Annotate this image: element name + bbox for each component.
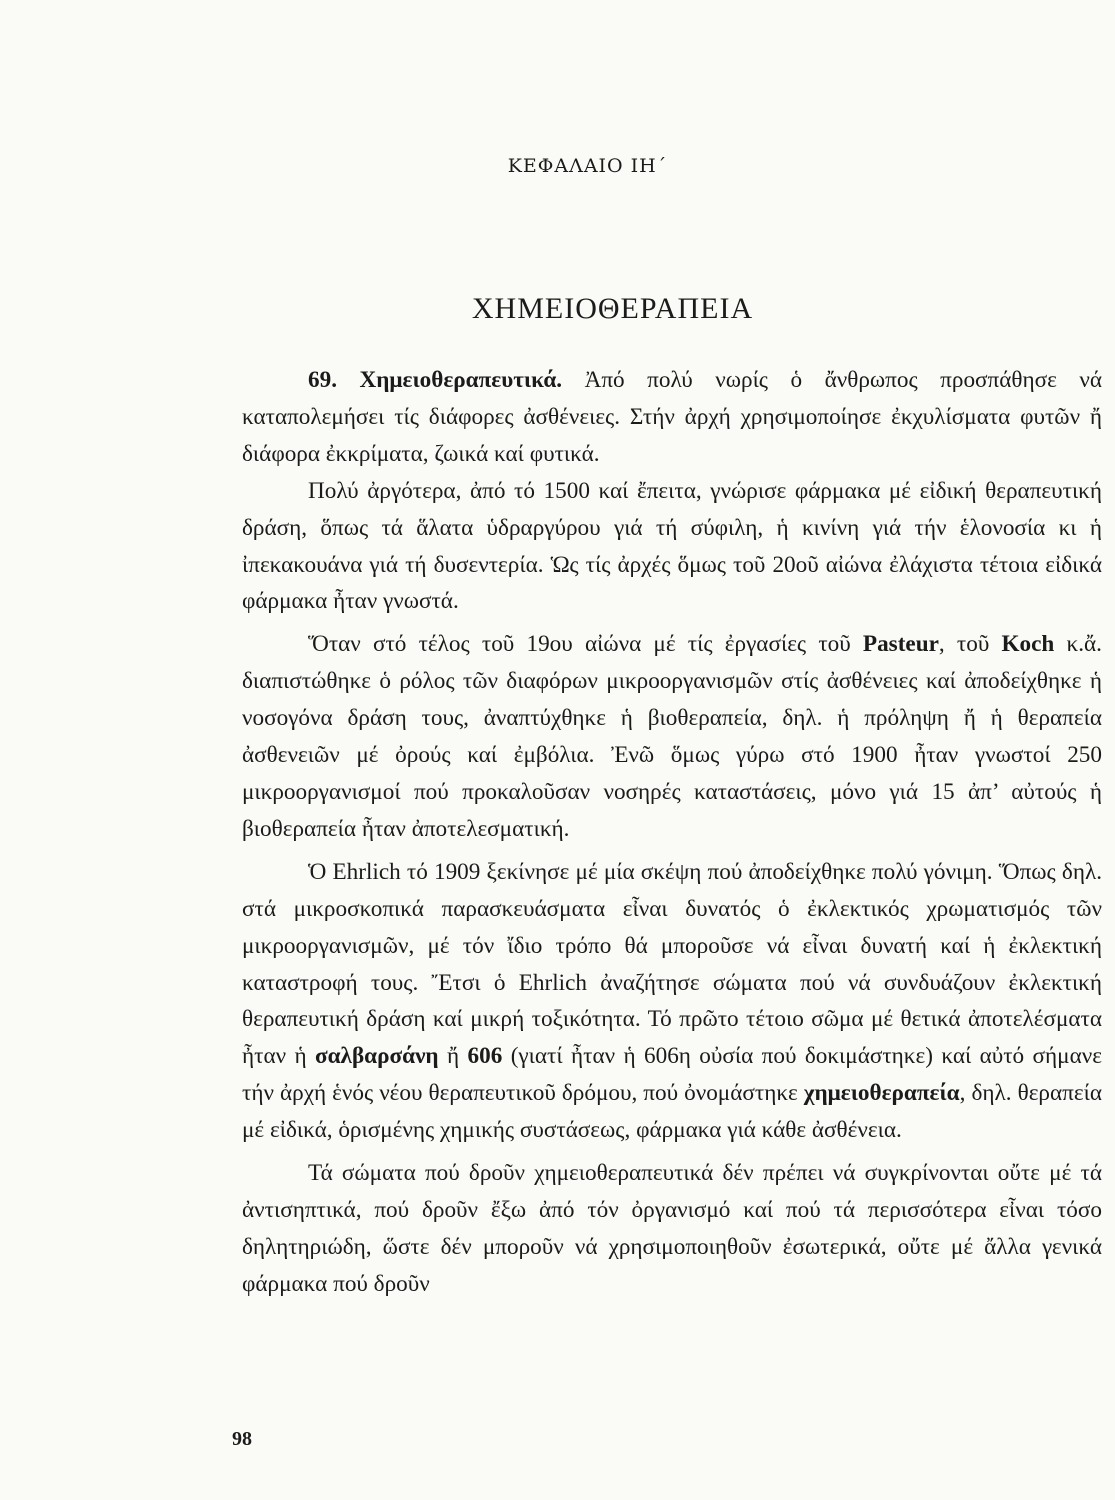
paragraph-4-text-b: ἤ — [438, 1043, 468, 1070]
paragraph-3-text-c: κ.ἄ. διαπιστώθηκε ὁ ρόλος τῶν διαφόρων μικροοργανισμῶν στίς ἀσθένειες καί ἀποδείχθηκε ἡ νοσογόνα δράση τους, ἀναπτύχθηκε ἡ βιοθεραπεία, δηλ. ἡ πρόληψη ἤ ἡ θεραπεία ἀσθενειῶν μέ ὀρούς καί ἐμβόλια. Ἐνῶ ὅμως γύρω στό 1900 ἦταν γνωστοί 250 μικροοργανισμοί πού προκαλοῦσαν νοσηρές καταστάσεις, μόνο γιά 15 ἀπ’ αὐτούς ἡ βιοθεραπεία ἦταν ἀποτελεσματική. — [242, 631, 1102, 842]
paragraph-3-text-a: Ὅταν στό τέλος τοῦ 19ου αἰώνα μέ τίς ἐργασίες τοῦ — [308, 631, 863, 658]
section-number-title: 69. Χημειοθεραπευτικά. — [308, 367, 563, 393]
paragraph-4-text-a: Ὁ Ehrlich τό 1909 ξεκίνησε μέ μία σκέψη πού ἀποδείχθηκε πολύ γόνιμη. Ὅπως δηλ. στά μικροσκοπικά παρασκευάσματα εἶναι δυνατός ὁ ἐκλεκτικός χρωματισμός τῶν μικροοργανισμῶν, μέ τόν ἴδιο τρόπο θά μποροῦσε νά εἶναι δυνατή καί ἡ ἐκλεκτική καταστροφή τους. Ἔτσι ὁ Ehrlich ἀναζήτησε σώματα πού νά συνδυάζουν ἐκλεκτική θεραπευτική δράση καί μικρή τοξικότητα. Τό πρῶτο τέτοιο σῶμα μέ θετικά ἀποτελέσματα ἦταν ἡ — [242, 858, 1102, 1070]
paragraph-3-text-b: , τοῦ — [938, 631, 1002, 658]
body-text — [242, 362, 1102, 1303]
name-pasteur: Pasteur — [862, 631, 939, 658]
paragraph-1 — [242, 362, 1102, 473]
page-number: 98 — [232, 1428, 252, 1450]
name-koch: Koch — [1001, 631, 1055, 658]
paragraph-5: Τά σώματα πού δροῦν χημειοθεραπευτικά δέν πρέπει νά συγκρίνονται οὔτε μέ τά ἀντισηπτικά, πού δροῦν ἔξω ἀπό τόν ὀργανισμό καί πού τά περισσότερα εἶναι τόσο δηλητηριώδη, ὥστε δέν μποροῦν νά χρησιμοποιηθοῦν ἐσωτερικά, οὔτε μέ ἄλλα γενικά φάρμακα πού δροῦν — [242, 1160, 1102, 1297]
paragraph-4-text-c: (γιατί ἦταν ἡ 606η οὐσία πού δοκιμάστηκε) καί αὐτό σήμανε τήν ἀρχή ἑνός νέου θεραπευτικοῦ δρόμου, πού ὀνομάστηκε — [242, 1043, 1102, 1107]
paragraph-4-text-d: , δηλ. θεραπεία μέ εἰδικά, ὁρισμένης χημικής συστάσεως, φάρμακα γιά κάθε ἀσθένεια. — [242, 1080, 1102, 1144]
section-title: ΧΗΜΕΙΟΘΕΡΑΠΕΙΑ — [471, 292, 754, 325]
term-606: 606 — [467, 1043, 503, 1070]
term-salvarsan: σαλβαρσάνη — [315, 1043, 439, 1070]
term-chemotherapy: χημειοθεραπεία — [803, 1080, 960, 1107]
paragraph-1-text: Ἀπό πολύ νωρίς ὁ ἄνθρωπος προσπάθησε νά καταπολεμήσει τίς διάφορες ἀσθένειες. Στήν ἀρχή χρησιμοποίησε ἐκχυλίσματα φυτῶν ἤ διάφορα ἐκκρίματα, ζωικά καί φυτικά. — [242, 367, 1102, 467]
paragraph-3 — [242, 626, 1102, 847]
paragraph-2: Πολύ ἀργότερα, ἀπό τό 1500 καί ἔπειτα, γνώρισε φάρμακα μέ εἰδική θεραπευτική δράση, ὅπως τά ἅλατα ὑδραργύρου γιά τή σύφιλη, ἡ κινίνη γιά τήν ἑλονοσία κι ἡ ἰπεκακουάνα γιά τή δυσεντερία. Ὡς τίς ἀρχές ὅμως τοῦ 20οῦ αἰώνα ἐλάχιστα τέτοια εἰδικά φάρμακα ἦταν γνωστά. — [242, 477, 1102, 615]
paragraph-4 — [242, 854, 1102, 1149]
chapter-heading: ΚΕΦΑΛΑΙΟ ΙΗ΄ — [507, 155, 668, 177]
